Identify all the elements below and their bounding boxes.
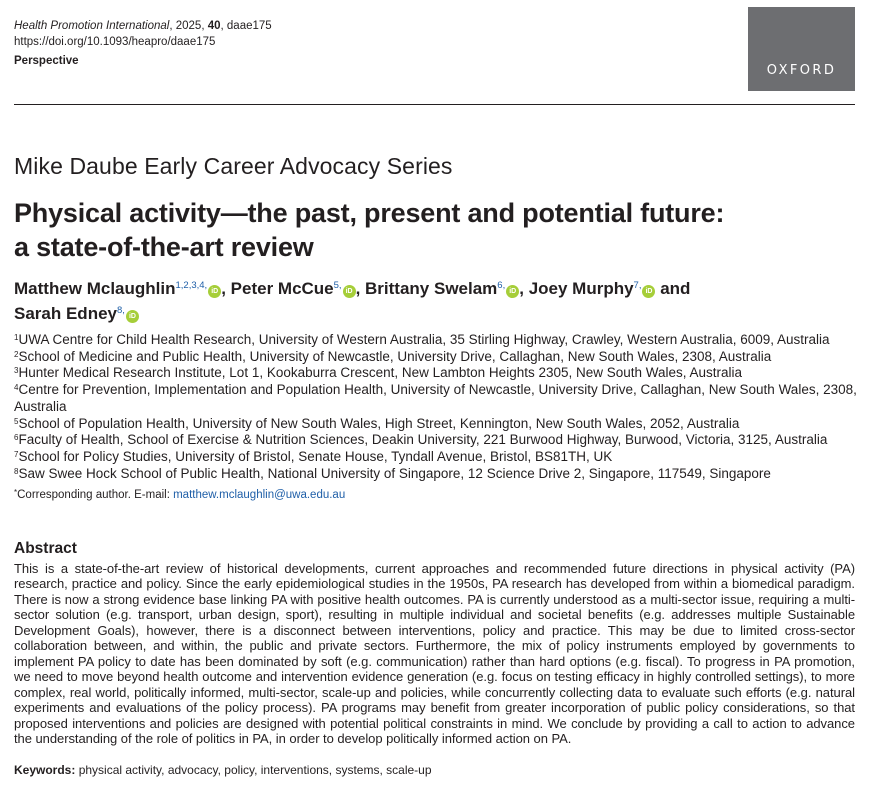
affiliation-text: School of Medicine and Public Health, University of Newcastle, University Drive, Callaghan, New South Wales, 2308, Australia [18, 348, 772, 364]
series-title: Mike Daube Early Career Advocacy Series [14, 153, 453, 179]
author-list [14, 276, 855, 326]
author-affiliation-refs[interactable]: 8, [117, 305, 125, 316]
affiliation-number: 6 [14, 433, 19, 443]
keywords-text: physical activity, advocacy, policy, interventions, systems, scale-up [75, 763, 432, 777]
article-type: Perspective [14, 55, 79, 67]
article-title [14, 196, 855, 264]
affiliations [14, 332, 862, 482]
author-name: Matthew Mclaughlin [14, 279, 176, 298]
author-affiliation-refs[interactable]: 5, [333, 280, 342, 291]
orcid-icon[interactable]: iD [506, 285, 519, 298]
affiliation-text: Centre for Prevention, Implementation and Population Health, University of Newcastle, University Drive, Callaghan, New South Wales, 2308, Australia [14, 382, 857, 414]
affiliation-text: School of Population Health, University of New South Wales, High Street, Kennington, New South Wales, 2052, Australia [18, 415, 740, 431]
affiliation-number: 5 [14, 416, 19, 426]
author-name: Sarah Edney [14, 304, 117, 323]
affiliation-item [14, 332, 862, 349]
affiliation-number: 1 [14, 333, 19, 342]
keywords [14, 762, 432, 778]
orcid-icon[interactable]: iD [126, 310, 139, 323]
affiliation-number: 4 [14, 383, 19, 393]
journal-citation [14, 18, 272, 34]
corresponding-label: Corresponding author. E-mail: [17, 489, 174, 501]
author-separator: and [655, 279, 691, 298]
header-divider [14, 104, 855, 105]
affiliation-text: UWA Centre for Child Health Research, University of Western Australia, 35 Stirling Highway, Crawley, Western Australia, 6009, Australia [18, 332, 830, 347]
email-link[interactable]: matthew.mclaughlin@uwa.edu.au [173, 489, 346, 501]
orcid-icon[interactable]: iD [642, 285, 655, 298]
title-line-2: a state-of-the-art review [14, 232, 314, 262]
affiliation-text: Hunter Medical Research Institute, Lot 1, Kookaburra Crescent, New Lambton Heights 2305, New South Wales, Australia [18, 365, 743, 381]
affiliation-number: 8 [14, 466, 19, 476]
affiliation-item [14, 365, 862, 382]
affiliation-text: School for Policy Studies, University of Bristol, Senate House, Tyndall Avenue, Bristol, BS81TH, UK [18, 448, 613, 464]
orcid-icon[interactable]: iD [208, 285, 221, 298]
affiliation-item [14, 466, 862, 483]
author-name: Brittany Swelam [365, 279, 498, 298]
keywords-label: Keywords: [14, 763, 76, 777]
author-affiliation-refs[interactable]: 6, [497, 280, 506, 291]
author-separator: , [355, 279, 366, 298]
oxford-logo: OXFORD [748, 7, 855, 91]
affiliation-number: 2 [14, 349, 19, 359]
author-name: Joey Murphy [528, 279, 634, 298]
author-separator: , [519, 279, 529, 298]
orcid-icon[interactable]: iD [343, 285, 356, 298]
affiliation-item [14, 449, 862, 466]
abstract-text: This is a state-of-the-art review of historical developments, current approaches and recommended future directions in physical activity (PA) research, practice and policy. Since the early epidemiological studies in the 1950s, PA research has developed from within a biomedical paradigm. There is now a strong evidence base linking PA with positive health outcomes. PA is currently understood as a multi-sector issue, requiring a multi-sector solution (e.g. transport, urban design, sport), resulting in multiple individual and societal benefits (e.g. addresses multiple Sustainable Development Goals), however, there is a disconnect between interventions, policy and practice. This may be due to limited cross-sector collaboration between, and within, the public and private sectors. Furthermore, the mix of policy instruments employed by governments to implement PA policy to date has been dominated by soft (e.g. communication) rather than hard options (e.g. fiscal). To progress in PA promotion, we need to move beyond health outcome and intervention evidence generation (e.g. focus on testing efficacy in highly controlled settings), to more complex, real world, politically informed, multi-sector, scale-up and policies, while concurrently collecting data to evaluate such efforts (e.g. natural experiments and evaluations of the policy process). PA programs may benefit from greater incorporation of public policy considerations, so that proposed interventions and policies are designed with potential political constraints in mind. We conclude by providing a call to action to advance the understanding of the role of politics in PA, in order to develop politically informed action on PA. [14, 561, 855, 746]
affiliation-number: 3 [14, 366, 19, 376]
author-affiliation-refs[interactable]: 7, [633, 280, 642, 291]
corresponding-author [14, 487, 345, 503]
affiliation-item [14, 382, 862, 415]
affiliation-number: 7 [14, 449, 19, 459]
journal-volume: 40 [207, 20, 221, 32]
affiliation-item [14, 432, 862, 449]
affiliation-text: Saw Swee Hock School of Public Health, National University of Singapore, 12 Science Drive 2, Singapore, 117549, Singapore [18, 465, 771, 481]
corresponding-mark: * [14, 488, 18, 497]
doi-link[interactable]: https://doi.org/10.1093/heapro/daae175 [14, 36, 216, 48]
author-name: Peter McCue [230, 279, 334, 298]
title-line-1: Physical activity—the past, present and potential future: [14, 198, 725, 228]
author-separator: , [221, 279, 231, 298]
author-affiliation-refs[interactable]: 1,2,3,4, [175, 280, 208, 291]
affiliation-item [14, 349, 862, 366]
journal-year: , 2025, [169, 20, 208, 32]
abstract-heading: Abstract [14, 540, 77, 557]
journal-article-id: , daae175 [220, 20, 272, 32]
journal-name: Health Promotion International [14, 20, 170, 32]
affiliation-item [14, 416, 862, 433]
affiliation-text: Faculty of Health, School of Exercise & Nutrition Sciences, Deakin University, 221 Burwood Highway, Burwood, Victoria, 3125, Australia [18, 432, 828, 448]
